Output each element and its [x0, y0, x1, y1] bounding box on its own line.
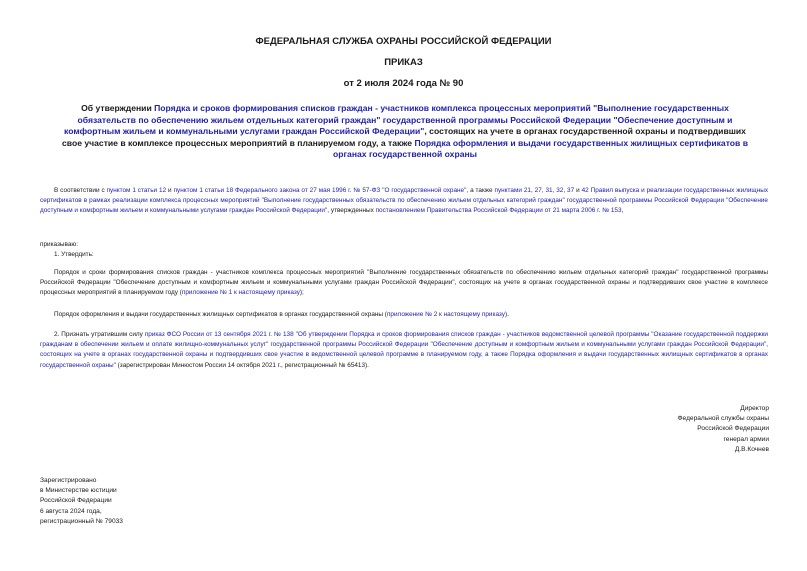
preamble-text: и: [574, 187, 582, 194]
preamble-text: , утвержденных: [327, 207, 376, 215]
item1b-text: ).: [504, 311, 509, 318]
registration-line: 6 августа 2024 года,: [40, 507, 102, 515]
preamble-text: и: [166, 187, 174, 194]
registration-line: Российской Федерации: [40, 497, 112, 505]
item1a-text: Порядок и сроки формирования списков граждан - участников комплекса процессных мероприятий "Выполнение государственных обязательств по обеспечению жильем отдельных категорий граждан" государственной программы Российской Федерации "Обеспечение доступным и комфортным жильем и коммунальными услугами граждан Российской Федерации", состоящих на учете в органах государственной охраны и подтвердивших свое участие в комплексе процессных мероприятий в планируемом году (: [40, 269, 768, 297]
link-government-decree[interactable]: постановлением Правительства Российской Федерации от 21 марта 2006 г. № 153: [375, 207, 622, 215]
item2-paragraph: [40, 330, 768, 371]
preamble-text: В соответствии с: [54, 187, 107, 194]
registration-line: регистрационный № 79033: [40, 517, 123, 525]
signature-line: Директор: [740, 405, 769, 412]
link-art18-law[interactable]: пунктом 1 статьи 18 Федерального закона от 27 мая 1996 г. № 57-ФЗ "О государственной охране": [173, 187, 467, 194]
doc-type-heading: ПРИКАЗ: [384, 57, 423, 68]
link-art12[interactable]: пунктом 1 статьи 12: [106, 187, 167, 194]
link-rules-42[interactable]: 42 Правил выпуска и реализации государственных жилищных сертификатов в рамках реализации комплекса процессных мероприятий "Выполнение государственных обязательств по обеспечению жильем отдельных категорий граждан" государственной программы Российской Федерации "Обеспечение доступным и комфортным жильем и коммунальными услугами граждан Российской Федерации": [40, 187, 769, 215]
item2-text: 2. Признать утратившим силу: [54, 331, 145, 338]
item1a-text: );: [299, 289, 304, 297]
date-number: от 2 июля 2024 года № 90: [343, 78, 464, 89]
preamble-paragraph: [40, 186, 768, 217]
link-appendix-1[interactable]: приложение № 1 к настоящему приказу: [181, 289, 300, 297]
link-repealed-order[interactable]: приказ ФСО России от 13 сентября 2021 г. № 138 "Об утверждении Порядка и сроков формирования списков граждан - участников ведомственной целевой программы "Оказание государственной поддержки гражданам в обеспечении жильем и оплате жилищно-коммунальных услуг" государственной программы Российской Федерации "Обеспечение доступным и комфортным жильем и коммунальными услугами граждан Российской Федерации", состоящих на учете в органах государственной охраны и подтвердивших свое участие в ведомственной целевой программе в планируемом году, а также Порядка оформления и выдачи государственных жилищных сертификатов в органах государственной охраны": [40, 331, 769, 369]
registration-block: [40, 476, 123, 527]
signature-block: [678, 404, 769, 455]
preamble-text: ,: [621, 207, 624, 215]
link-appendix-2[interactable]: приложение № 2 к настоящему приказу: [386, 311, 505, 318]
title-prefix: Об утверждении: [81, 103, 155, 113]
order-word: приказываю:: [40, 241, 78, 248]
item2-text: (зарегистрирован Минюстом России 14 октября 2021 г., регистрационный № 65413).: [115, 361, 369, 369]
signature-line: генерал армии: [723, 435, 769, 443]
preamble-text: , а также: [466, 187, 495, 194]
registration-line: в Министерстве юстиции: [40, 487, 117, 495]
link-rules-points[interactable]: пунктами 21, 27, 31, 32, 37: [494, 187, 575, 194]
title-link-procedure[interactable]: Порядка и сроков формирования списков граждан - участников комплекса процессных мероприятий "Выполнение государственных обязательств по обеспечению жильем отдельных категорий граждан" государственной программы Российской Федерации "Обеспечение доступным и комфортным жильем и коммунальными услугами граждан Российской Федерации": [64, 103, 733, 136]
agency-heading: ФЕДЕРАЛЬНАЯ СЛУЖБА ОХРАНЫ РОССИЙСКОЙ ФЕДЕРАЦИИ: [255, 36, 552, 47]
signature-line: Российской Федерации: [697, 425, 769, 433]
registration-line: Зарегистрировано: [40, 477, 97, 484]
title-link-certificates[interactable]: Порядка оформления и выдачи государственных жилищных сертификатов в органах государственной охраны: [332, 137, 748, 159]
signature-line: Федеральной службы охраны: [677, 415, 769, 423]
title-middle: , состоящих на учете в органах государственной охраны и подтвердивших свое участие в комплексе процессных мероприятий в планируемом году, а также: [62, 126, 746, 148]
item1b-text: Порядок оформления и выдачи государственных жилищных сертификатов в органах государственной охраны (: [54, 311, 387, 318]
item1-label: 1. Утвердить:: [54, 251, 94, 258]
item1b-paragraph: [40, 310, 768, 320]
signature-line: Д.В.Кочнев: [734, 445, 769, 453]
document-title: [60, 103, 750, 161]
item1a-paragraph: [40, 268, 768, 299]
